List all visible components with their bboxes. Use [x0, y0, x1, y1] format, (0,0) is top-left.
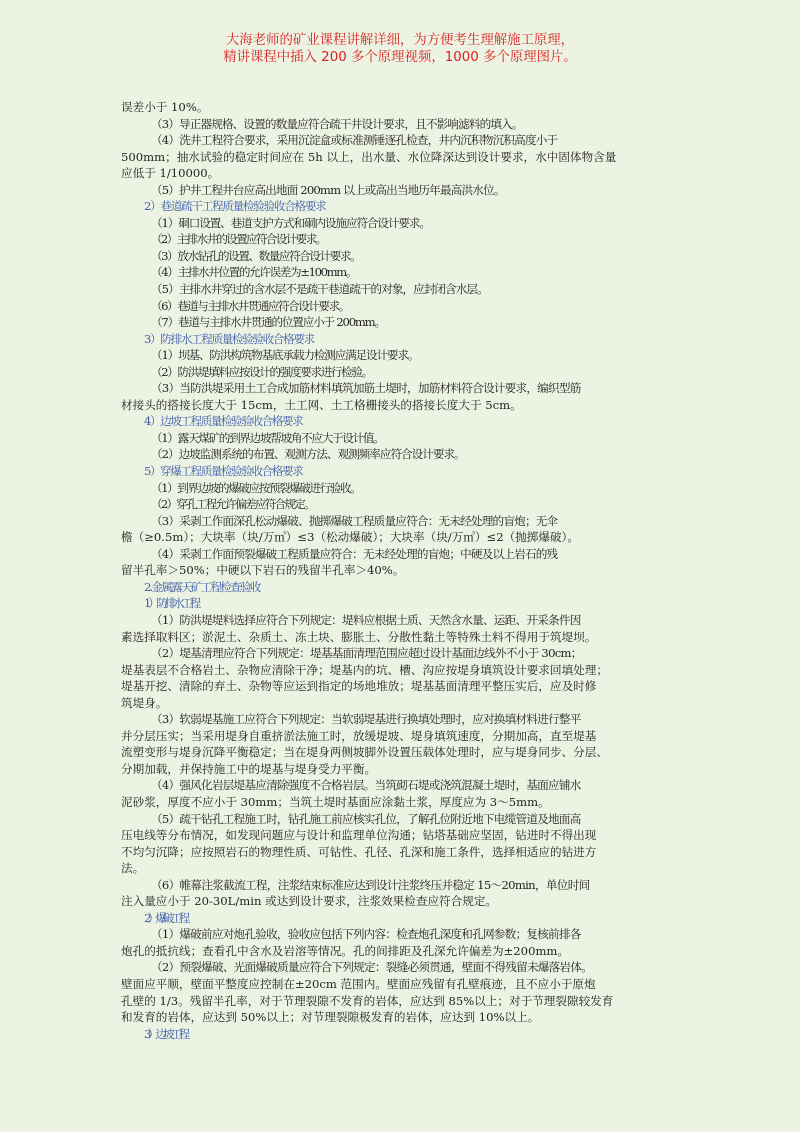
- text-line: 误差小于 10%。: [121, 100, 209, 114]
- text-line: （2）穿孔工程允许偏差应符合规定。: [151, 497, 314, 512]
- text-line: 材接头的搭接长度大于 15cm，土工网、土工格栅接头的搭接长度大于 5cm。: [121, 397, 522, 412]
- text-line: 法。: [121, 861, 145, 876]
- text-line: （6）巷道与主排水井贯通应符合设计要求。: [151, 298, 349, 313]
- text-line: （2）防洪堤填料应按设计的强度要求进行检验。: [151, 364, 372, 379]
- section-heading: 2.金属露天矿工程检查验收: [144, 579, 260, 594]
- promo-banner: [0, 32, 800, 66]
- text-line: （3）采剥工作面深孔松动爆破、抛掷爆破工程质量应符合：无未经处理的盲炮；无伞: [151, 513, 558, 528]
- text-line: （7）巷道与主排水井贯通的位置应小于 200mm。: [151, 315, 385, 330]
- text-line: （2）预裂爆破、光面爆破质量应符合下列规定：裂缝必须贯通，壁面不得残留未爆落岩体。: [151, 960, 593, 975]
- text-line: （1）防洪堤堤料选择应符合下列规定：堤料应根据土质、天然含水量、运距、开采条件因: [151, 612, 581, 627]
- text-line: 筑堤身。: [121, 695, 168, 710]
- text-line: 留半孔率＞50%；中硬以下岩石的残留半孔率＞40%。: [121, 563, 405, 578]
- section-heading: 2）爆破工程: [144, 910, 187, 925]
- banner-line-1: 大海老师的矿业课程讲解详细，为方便考生理解施工原理，: [225, 33, 575, 48]
- text-line: （3）软弱堤基施工应符合下列规定：当软弱堤基进行换填处理时，应对换填材料进行整平: [151, 712, 581, 727]
- text-line: 炮孔的抵抗线；查看孔中含水及岩溶等情况。孔的间排距及孔深允许偏差为±200mm。: [121, 943, 570, 958]
- text-line: 流塑变形与堤身沉降平衡稳定；当在堤身两侧坡脚外设置压载体处理时，应与堤身同步、分层、: [121, 745, 608, 760]
- banner-line-2: 精讲课程中插入 200 多个原理视频，1000 多个原理图片。: [223, 50, 577, 65]
- text-line: （5）护井工程井台应高出地面 200mm 以上或高出当地历年最高洪水位。: [151, 182, 505, 197]
- text-line: （1）爆破前应对炮孔验收，验收应包括下列内容：检查炮孔深度和孔网参数；复核前排各: [151, 927, 581, 942]
- text-line: 泥砂浆，厚度不应小于 30mm；当筑土堤时基面应涂黏土浆，厚度应为 3～5mm。: [121, 794, 550, 809]
- text-line: （5）疏干钻孔工程施工时，钻孔施工前应核实孔位，了解孔位附近地下电缆管道及地面高: [151, 811, 581, 826]
- text-line: 压电线等分布情况，如发现问题应与设计和监理单位沟通；钻塔基础应坚固，钻进时不得出现: [121, 828, 597, 843]
- text-line: 檐（≥0.5m）；大块率（块/万㎥）≤3（松动爆破）；大块率（块/万㎥）≤2（抛掷爆破）。: [121, 530, 579, 545]
- text-line: （3）导正器规格、设置的数量应符合疏干井设计要求，且不影响滤料的填入。: [151, 116, 523, 131]
- text-line: 500mm；抽水试验的稳定时间应在 5h 以上，出水量、水位降深达到设计要求，水中固体物含量: [121, 149, 617, 164]
- text-line: 并分层压实；当采用堤身自重挤淤法施工时，放缓堤坡、堤身填筑速度，分期加高，直至堤基: [121, 728, 597, 743]
- body-text: [121, 99, 683, 1042]
- text-line: 应低于 1/10000。: [121, 166, 220, 181]
- text-line: （2）边坡监测系统的布置、观测方法、观测频率应符合设计要求。: [151, 447, 465, 462]
- text-line: （3）当防洪堤采用土工合成加筋材料填筑加筋土堤时，加筋材料符合设计要求，编织型筋: [151, 381, 581, 396]
- text-line: 和发育的岩体，应达到 50%以上；对节理裂隙极发育的岩体，应达到 10%以上。: [121, 1010, 540, 1025]
- text-line: （1）坝基、防洪构筑物基底承载力检测应满足设计要求。: [151, 348, 419, 363]
- text-line: （1）露天煤矿的到界边坡帮坡角不应大于设计值。: [151, 430, 384, 445]
- text-line: （4）主排水井位置的允许误差为±100mm。: [151, 265, 357, 280]
- text-line: 堤基开挖、清除的弃土、杂物等应运到指定的场地堆放；堤基基面清理平整压实后，应及时修: [121, 679, 597, 694]
- text-line: （2）主排水井的设置应符合设计要求。: [151, 232, 326, 247]
- text-line: 不均匀沉降；应按照岩石的物理性质、可钻性、孔径、孔深和施工条件，选择相适应的钻进方: [121, 844, 597, 859]
- section-heading: 3）边坡工程: [144, 1026, 187, 1041]
- text-line: 注入量应小于 20-30L/min 或达到设计要求，注浆效果检查应符合规定。: [121, 894, 498, 909]
- section-heading: 5）穿爆工程质量检验验收合格要求: [144, 464, 303, 479]
- section-heading: 2）巷道疏干工程质量检验验收合格要求: [144, 199, 326, 214]
- text-line: 分期加载，并保持施工中的堤基与堤身受力平衡。: [121, 761, 377, 776]
- text-line: 堤基表层不合格岩土、杂物应清除干净；堤基内的坑、槽、沟应按堤身填筑设计要求回填处理；: [121, 662, 608, 677]
- text-line: （6）帷幕注浆截流工程，注浆结束标准应达到设计注浆终压并稳定 15～20min，单位时间: [151, 877, 590, 892]
- text-line: （3）放水钻孔的设置、数量应符合设计要求。: [151, 248, 361, 263]
- text-line: （4）强风化岩层堤基应清除强度不合格岩层。当筑砌石堤或浇筑混凝土堤时，基面应铺水: [151, 778, 581, 793]
- text-line: 孔壁的 1/3。残留半孔率，对于节理裂隙不发育的岩体，应达到 85%以上；对于节理裂隙较发育: [121, 993, 614, 1008]
- text-line: （1）硐口设置、巷道支护方式和硐内设施应符合设计要求。: [151, 215, 430, 230]
- text-line: （4）采剥工作面预裂爆破工程质量应符合：无未经处理的盲炮；中硬及以上岩石的残: [151, 546, 558, 561]
- section-heading: 4）边坡工程质量检验验收合格要求: [144, 414, 303, 429]
- text-line: （1）到界边坡的爆破应按预裂爆破进行验收。: [151, 480, 361, 495]
- text-line: （2）堤基清理应符合下列规定：堤基基面清理范围应超过设计基面边线外不小于 30cm；: [151, 646, 582, 661]
- text-line: 素选择取料区；淤泥土、杂质土、冻土块、膨胀土、分散性黏土等特殊土料不得用于筑堤坝。: [121, 629, 597, 644]
- text-line: 壁面应平顺，壁面平整度应控制在±20cm 范围内。壁面应残留有孔壁痕迹，且不应小于原炮: [121, 976, 596, 991]
- text-line: （5）主排水井穿过的含水层不是疏干巷道疏干的对象，应封闭含水层。: [151, 282, 488, 297]
- section-heading: 1）防排水工程: [144, 596, 198, 611]
- section-heading: 3）防排水工程质量检验验收合格要求: [144, 331, 314, 346]
- text-line: （4）洗井工程符合要求，采用沉淀盒或标准测锤逐孔检查，井内沉积物沉积高度小于: [151, 133, 558, 148]
